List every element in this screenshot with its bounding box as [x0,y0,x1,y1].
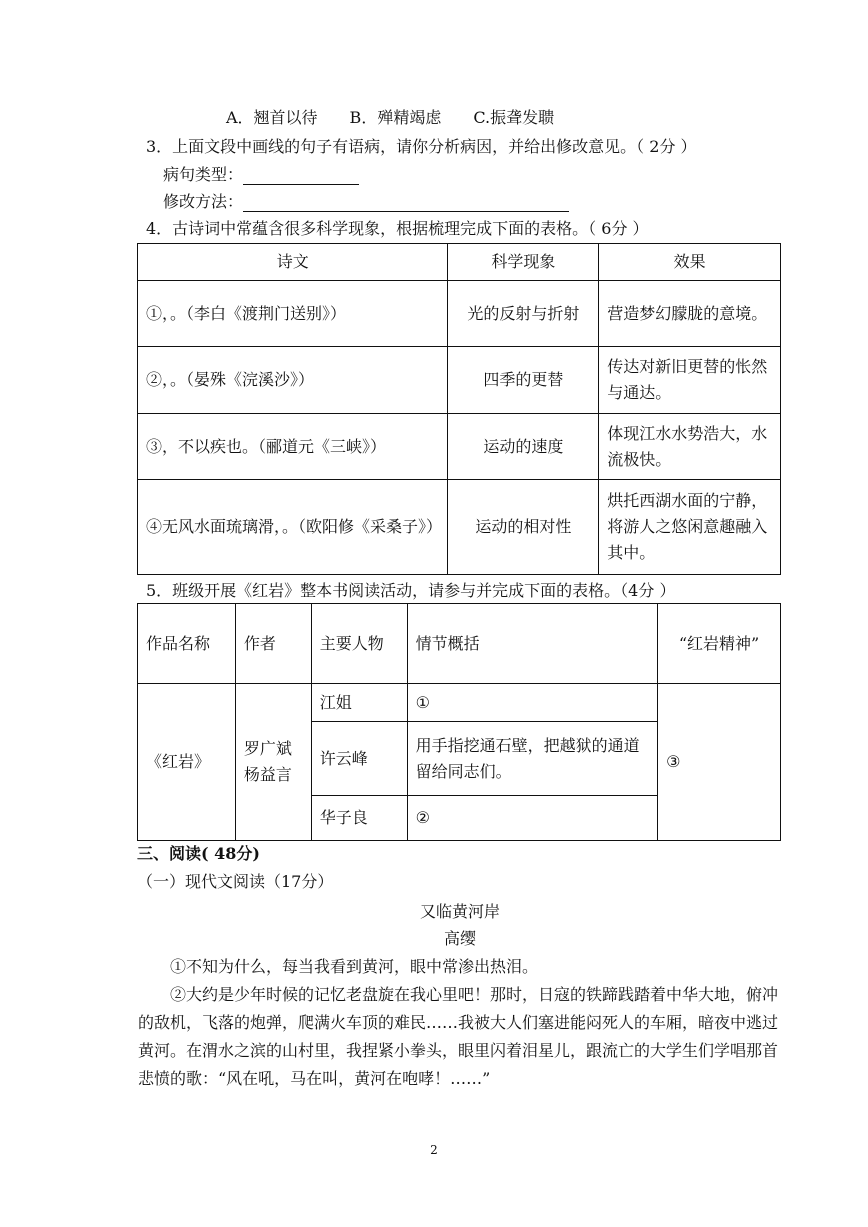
q4-table [137,243,781,575]
q3-title: 3．上面文段中画线的句子有语病，请你分析病因，并给出修改意见。（ 2分 ） [146,137,697,156]
q5-spirit-cell[interactable]: ③ [658,684,781,841]
q5-person-cell: 许云峰 [311,722,407,796]
article-paragraph-2: ②大约是少年时候的记忆老盘旋在我心里吧！那时，日寇的铁蹄践踏着中华大地，俯冲的敌机，飞落的炮弹，爬满火车顶的难民……我被大人们塞进能闷死人的车厢，暗夜中逃过黄河。在渭水之滨的山村里，我捏紧小拳头，眼里闪着泪星儿，跟流亡的大学生们学唱那首悲愤的歌：“风在吼，马在叫，黄河在咆哮！……” [138,985,779,1088]
q5-title: 5．班级开展《红岩》整本书阅读活动，请参与并完成下面的表格。（4分 ） [146,581,676,600]
q4-poem-cell: ②，。（晏殊《浣溪沙》） [138,347,448,414]
q5-header-row [138,604,781,684]
section3-title: 三、阅读( 48分) [137,844,260,863]
q5-header-spirit: “红岩精神” [658,604,781,684]
q5-header-plot: 情节概括 [407,604,658,684]
page-number: 2 [430,1143,438,1157]
q5-person-cell: 华子良 [311,796,407,841]
q3-type-blank[interactable] [243,168,359,185]
q5-table [137,603,781,841]
q3-fix-row [163,192,569,212]
q5-plot-cell[interactable]: ② [407,796,658,841]
table-row [138,684,781,722]
article-title: 又临黄河岸 [419,902,500,921]
q3-fix-blank[interactable] [243,195,569,212]
q4-title: 4．古诗词中常蕴含很多科学现象，根据梳理完成下面的表格。（ 6分 ） [146,219,649,238]
q4-effect-cell: 营造梦幻朦胧的意境。 [599,281,781,347]
article-author: 高缨 [443,929,476,948]
q4-poem-cell: ④无风水面琉璃滑，。（欧阳修《采桑子》） [138,480,448,575]
q3-type-label: 病句类型： [163,165,244,184]
q4-header-row [138,244,781,281]
q5-header-author: 作者 [235,604,311,684]
q4-effect-cell: 体现江水水势浩大，水流极快。 [599,414,781,480]
q5-person-cell: 江姐 [311,684,407,722]
section3-subtitle: （一）现代文阅读（17分） [137,872,334,891]
q5-author-cell: 罗广斌杨益言 [235,684,311,841]
table-row [138,480,781,575]
q5-plot-cell: 用手指挖通石壁，把越狱的通道留给同志们。 [407,722,658,796]
q4-science-cell: 四季的更替 [448,347,599,414]
q4-effect-cell: 烘托西湖水面的宁静，将游人之悠闲意趣融入其中。 [599,480,781,575]
q2-options: A．翘首以待 B．殚精竭虑 C.振聋发聩 [226,108,555,127]
q4-header-effect: 效果 [599,244,781,281]
q4-science-cell: 运动的相对性 [448,480,599,575]
table-row [138,347,781,414]
table-row [138,414,781,480]
q4-effect-cell: 传达对新旧更替的怅然与通达。 [599,347,781,414]
q5-header-work: 作品名称 [138,604,236,684]
q4-science-cell: 光的反射与折射 [448,281,599,347]
table-row [138,281,781,347]
q5-work-cell: 《红岩》 [138,684,236,841]
q3-type-row [163,165,359,185]
q4-header-poem: 诗文 [138,244,448,281]
article-paragraph-1: ①不知为什么，每当我看到黄河，眼中常渗出热泪。 [170,957,539,976]
q4-header-science: 科学现象 [448,244,599,281]
q3-fix-label: 修改方法： [163,192,244,211]
q4-poem-cell: ③，不以疾也。（郦道元《三峡》） [138,414,448,480]
q5-plot-cell[interactable]: ① [407,684,658,722]
q5-header-people: 主要人物 [311,604,407,684]
q4-poem-cell: ①，。（李白《渡荆门送别》） [138,281,448,347]
q4-science-cell: 运动的速度 [448,414,599,480]
